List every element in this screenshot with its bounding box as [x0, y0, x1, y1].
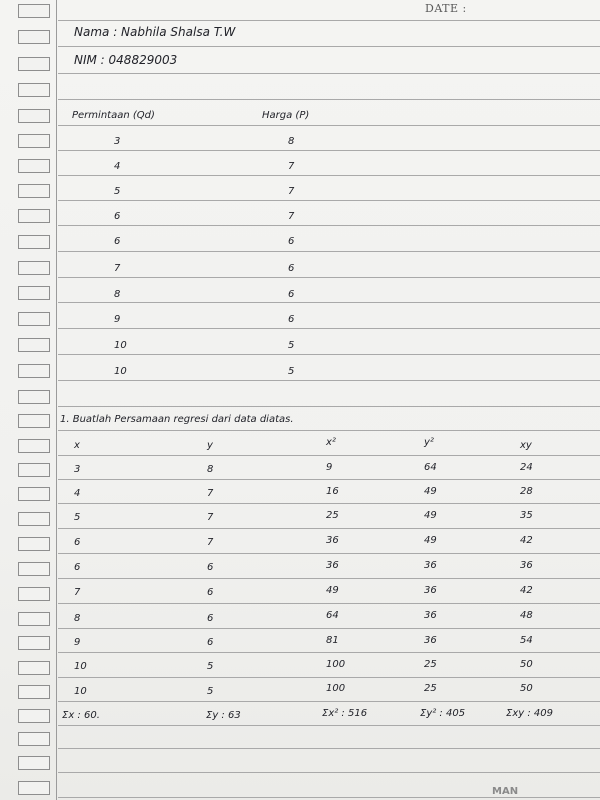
margin-box: [18, 487, 50, 501]
margin-box: [18, 661, 50, 675]
margin-box: [18, 4, 50, 18]
table2-cell: 48: [520, 610, 533, 621]
table2-cell: 8: [207, 464, 214, 475]
table1-cell: 3: [114, 136, 121, 147]
sum-x2: Σx² : 516: [322, 708, 368, 719]
table2-cell: 8: [74, 613, 81, 624]
table2-cell: 6: [74, 562, 81, 573]
ruled-line: [58, 603, 600, 604]
table2-cell: 100: [326, 659, 346, 670]
ruled-line: [58, 354, 600, 355]
ruled-line: [58, 797, 600, 798]
table1-cell: 7: [288, 186, 295, 197]
table2-header-x2: x²: [326, 437, 336, 448]
margin-box: [18, 562, 50, 576]
ruled-line: [58, 772, 600, 773]
ruled-line: [58, 328, 600, 329]
table1-cell: 10: [114, 340, 127, 351]
table2-cell: 3: [74, 464, 81, 475]
table1-header-p: Harga (P): [262, 110, 310, 121]
table2-cell: 7: [207, 512, 214, 523]
table2-header-y: y: [207, 440, 213, 451]
table2-cell: 6: [207, 587, 214, 598]
table2-cell: 49: [424, 486, 437, 497]
table2-header-y2: y²: [424, 437, 434, 448]
ruled-line: [58, 175, 600, 176]
table2-header-xy: xy: [520, 440, 532, 451]
margin-box: [18, 685, 50, 699]
table1-cell: 6: [288, 314, 295, 325]
table2-cell: 36: [424, 560, 437, 571]
table2-cell: 7: [207, 488, 214, 499]
table2-cell: 81: [326, 635, 339, 646]
table1-cell: 6: [288, 289, 295, 300]
table1-cell: 4: [114, 161, 121, 172]
sum-x: Σx : 60.: [62, 710, 100, 721]
margin-box: [18, 390, 50, 404]
margin-box: [18, 756, 50, 770]
margin-box: [18, 209, 50, 223]
margin-box: [18, 414, 50, 428]
margin-box: [18, 636, 50, 650]
table2-cell: 100: [326, 683, 346, 694]
table2-cell: 50: [520, 659, 533, 670]
margin-box: [18, 587, 50, 601]
table2-cell: 64: [424, 462, 437, 473]
table2-cell: 28: [520, 486, 533, 497]
table1-cell: 8: [288, 136, 295, 147]
margin-box: [18, 781, 50, 795]
table2-cell: 16: [326, 486, 339, 497]
question-text: 1. Buatlah Persamaan regresi dari data diatas.: [60, 414, 294, 425]
table2-cell: 64: [326, 610, 339, 621]
table2-cell: 54: [520, 635, 533, 646]
table2-cell: 5: [207, 661, 214, 672]
table2-cell: 6: [207, 562, 214, 573]
table2-cell: 7: [207, 537, 214, 548]
table2-cell: 36: [424, 585, 437, 596]
table2-cell: 42: [520, 535, 533, 546]
ruled-line: [58, 251, 600, 252]
ruled-line: [58, 455, 600, 456]
ruled-line: [58, 46, 600, 47]
ruled-line: [58, 125, 600, 126]
ruled-line: [58, 748, 600, 749]
ruled-line: [58, 701, 600, 702]
ruled-line: [58, 200, 600, 201]
ruled-line: [58, 302, 600, 303]
margin-box: [18, 235, 50, 249]
margin-box: [18, 612, 50, 626]
margin-box: [18, 463, 50, 477]
ruled-line: [58, 99, 600, 100]
table2-cell: 36: [424, 635, 437, 646]
ruled-line: [58, 225, 600, 226]
ruled-line: [58, 380, 600, 381]
margin-box: [18, 57, 50, 71]
table2-cell: 6: [207, 613, 214, 624]
table2-cell: 7: [74, 587, 81, 598]
table1-cell: 8: [114, 289, 121, 300]
margin-box: [18, 83, 50, 97]
table2-cell: 9: [326, 462, 333, 473]
margin-box: [18, 159, 50, 173]
ruled-line: [58, 652, 600, 653]
table2-cell: 25: [326, 510, 339, 521]
date-label: DATE :: [425, 2, 467, 15]
table1-cell: 5: [114, 186, 121, 197]
sum-y2: Σy² : 405: [420, 708, 466, 719]
table1-cell: 10: [114, 366, 127, 377]
table1-cell: 7: [114, 263, 121, 274]
margin-box: [18, 286, 50, 300]
table2-cell: 5: [207, 686, 214, 697]
margin-box: [18, 537, 50, 551]
table1-cell: 7: [288, 161, 295, 172]
table2-cell: 9: [74, 637, 81, 648]
table2-cell: 5: [74, 512, 81, 523]
table1-cell: 6: [288, 263, 295, 274]
ruled-line: [58, 150, 600, 151]
margin-box: [18, 30, 50, 44]
margin-box: [18, 312, 50, 326]
table1-header-qd: Permintaan (Qd): [72, 110, 155, 121]
sum-y: Σy : 63: [206, 710, 241, 721]
table1-cell: 6: [114, 236, 121, 247]
margin-box: [18, 439, 50, 453]
table2-cell: 49: [424, 535, 437, 546]
table2-cell: 6: [207, 637, 214, 648]
margin-box: [18, 512, 50, 526]
table1-cell: 5: [288, 340, 295, 351]
table2-cell: 36: [520, 560, 533, 571]
margin-box: [18, 134, 50, 148]
margin-line: [56, 0, 57, 800]
sum-xy: Σxy : 409: [506, 708, 553, 719]
ruled-line: [58, 628, 600, 629]
margin-box: [18, 732, 50, 746]
table2-cell: 25: [424, 659, 437, 670]
ruled-line: [58, 406, 600, 407]
table2-cell: 24: [520, 462, 533, 473]
table2-header-x: x: [74, 440, 80, 451]
notebook-brand-logo: MAN: [492, 786, 519, 797]
table1-cell: 6: [114, 211, 121, 222]
table1-cell: 9: [114, 314, 121, 325]
table1-cell: 5: [288, 366, 295, 377]
margin-box: [18, 364, 50, 378]
table2-cell: 35: [520, 510, 533, 521]
ruled-line: [58, 503, 600, 504]
table2-cell: 36: [424, 610, 437, 621]
ruled-line: [58, 578, 600, 579]
ruled-line: [58, 528, 600, 529]
table2-cell: 49: [424, 510, 437, 521]
table2-cell: 50: [520, 683, 533, 694]
table1-cell: 7: [288, 211, 295, 222]
student-name: Nama : Nabhila Shalsa T.W: [74, 25, 236, 39]
margin-box: [18, 261, 50, 275]
margin-box: [18, 109, 50, 123]
ruled-line: [58, 20, 600, 21]
margin-box: [18, 709, 50, 723]
table2-cell: 6: [74, 537, 81, 548]
table1-cell: 6: [288, 236, 295, 247]
ruled-line: [58, 553, 600, 554]
table2-cell: 36: [326, 535, 339, 546]
table2-cell: 42: [520, 585, 533, 596]
margin-box: [18, 338, 50, 352]
ruled-line: [58, 677, 600, 678]
table2-cell: 10: [74, 661, 87, 672]
ruled-line: [58, 277, 600, 278]
ruled-line: [58, 725, 600, 726]
ruled-line: [58, 73, 600, 74]
margin-box: [18, 184, 50, 198]
table2-cell: 25: [424, 683, 437, 694]
table2-cell: 36: [326, 560, 339, 571]
ruled-line: [58, 479, 600, 480]
table2-cell: 10: [74, 686, 87, 697]
ruled-line: [58, 430, 600, 431]
table2-cell: 4: [74, 488, 81, 499]
student-nim: NIM : 048829003: [74, 53, 178, 67]
table2-cell: 49: [326, 585, 339, 596]
